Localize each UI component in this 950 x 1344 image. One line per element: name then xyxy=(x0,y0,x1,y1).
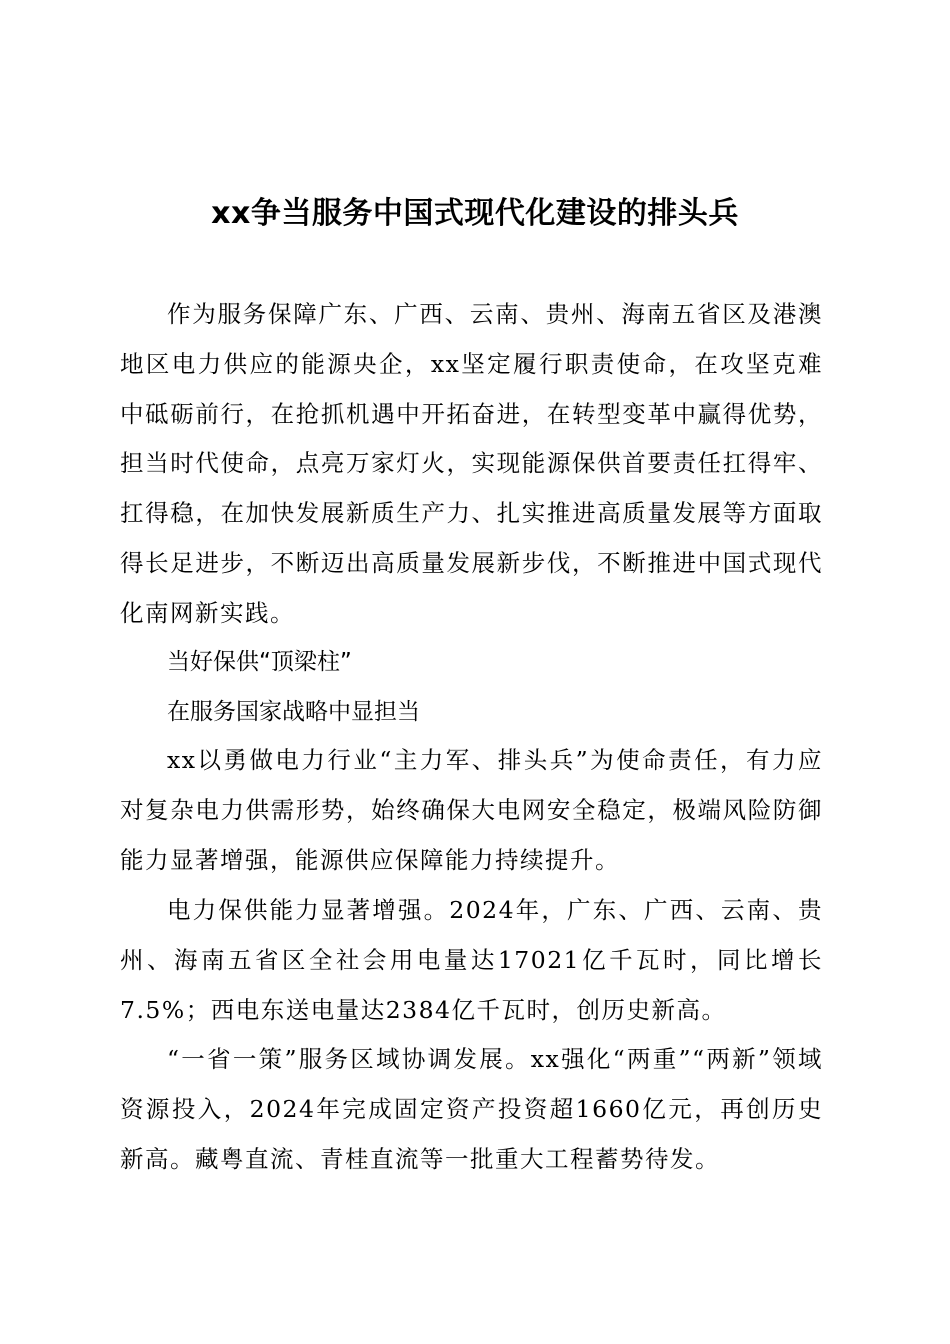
body-paragraph-regional: “一省一策”服务区域协调发展。xx强化“两重”“两新”领域资源投入，2024年完成固定资产投资超1660亿元，再创历史新高。藏粤直流、青桂直流等一批重大工程蓄势待发。 xyxy=(120,1045,823,1173)
body-paragraph-mission: xx以勇做电力行业“主力军、排头兵”为使命责任，有力应对复杂电力供需形势，始终确保大电网安全稳定，极端风险防御能力显著增强，能源供应保障能力持续提升。 xyxy=(120,746,823,874)
document-title: xx争当服务中国式现代化建设的排头兵 xyxy=(211,196,739,231)
section-heading-primary: 当好保供“顶梁柱” xyxy=(167,649,352,675)
intro-paragraph: 作为服务保障广东、广西、云南、贵州、海南五省区及港澳地区电力供应的能源央企，xx坚定履行职责使命，在攻坚克难中砥砺前行，在抢抓机遇中开拓奋进，在转型变革中赢得优势，担当时代使命，点亮万家灯火，实现能源保供首要责任扛得牢、扛得稳，在加快发展新质生产力、扎实推进高质量发展等方面取得长足进步，不断迈出高质量发展新步伐，不断推进中国式现代化南网新实践。 xyxy=(120,300,823,627)
body-paragraph-supply: 电力保供能力显著增强。2024年，广东、广西、云南、贵州、海南五省区全社会用电量达17021亿千瓦时，同比增长7.5%；西电东送电量达2384亿千瓦时，创历史新高。 xyxy=(120,896,823,1024)
section-heading-secondary: 在服务国家战略中显担当 xyxy=(167,699,420,725)
